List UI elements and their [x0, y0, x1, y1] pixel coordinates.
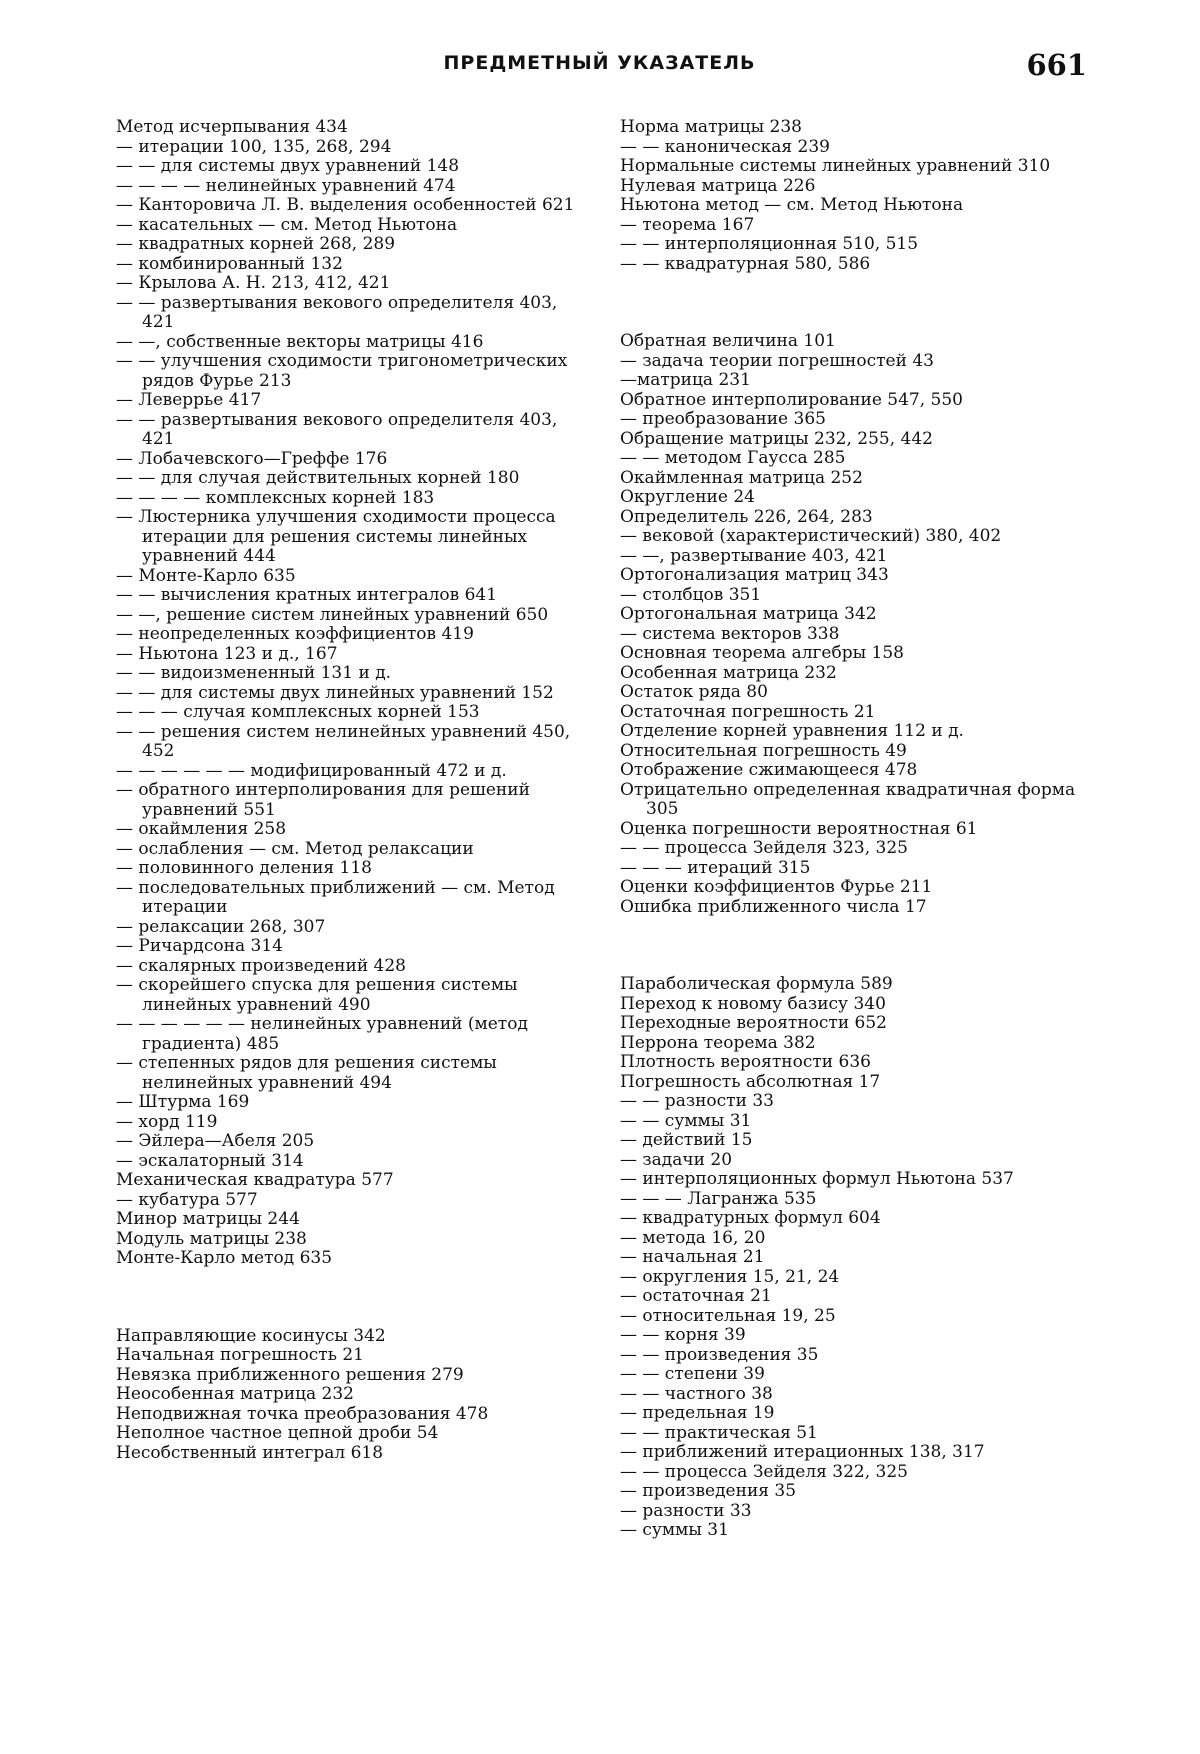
index-entry: — Леверрье 417 [116, 390, 262, 410]
index-entry: Оценки коэффициентов Фурье 211 [620, 877, 933, 897]
index-entry: — степенных рядов для решения системы нелинейных уравнений 494 [116, 1053, 497, 1093]
index-entry: — задача теории погрешностей 43 [620, 350, 934, 371]
index-entry: — итерации 100, 135, 268, 294 [116, 136, 392, 157]
index-entry: — — корня 39 [620, 1325, 746, 1345]
index-entry: — — — итераций 315 [620, 857, 811, 878]
index-entry: — — — — нелинейных уравнений 474 [116, 175, 456, 196]
index-entry: — — — Лагранжа 535 [620, 1188, 817, 1209]
index-entry: — квадратурных формул 604 [620, 1208, 881, 1228]
index-entry: — последовательных приближений — см. Метод итерации [116, 877, 555, 917]
index-entry: Нормальные системы линейных уравнений 310 [620, 156, 1051, 176]
index-entry: — — улучшения сходимости тригонометрических рядов Фурье 213 [116, 351, 568, 391]
index-entry: — остаточная 21 [620, 1286, 772, 1306]
index-column-right [620, 118, 1088, 1541]
index-entry: — —, решение систем линейных уравнений 650 [116, 604, 549, 625]
index-entry: Плотность вероятности 636 [620, 1052, 871, 1072]
index-entry: — система векторов 338 [620, 623, 840, 644]
index-entry: — — для системы двух линейных уравнений 152 [116, 682, 554, 703]
index-entry: — — — — — — нелинейных уравнений (метод градиента) 485 [116, 1014, 528, 1054]
index-entry: Обращение матрицы 232, 255, 442 [620, 428, 933, 449]
index-entry: Параболическая формула 589 [620, 974, 893, 994]
index-entry: Несобственный интеграл 618 [116, 1442, 384, 1463]
index-entry: Остаточная погрешность 21 [620, 701, 876, 722]
index-entry: Определитель 226, 264, 283 [620, 506, 873, 527]
index-entry: — — развертывания векового определителя 403, 421 [116, 292, 558, 332]
index-entry: — хорд 119 [116, 1111, 218, 1132]
index-entry: — — каноническая 239 [620, 136, 830, 157]
index-entry: — — интерполяционная 510, 515 [620, 234, 919, 254]
index-entry: Механическая квадратура 577 [116, 1170, 394, 1190]
index-entry: — — степени 39 [620, 1364, 765, 1384]
index-entry: — — — — — — модифицированный 472 и д. [116, 760, 507, 781]
index-group-n2 [620, 118, 1088, 274]
index-entry: — —, собственные векторы матрицы 416 [116, 331, 484, 352]
index-entry: — действий 15 [620, 1130, 753, 1150]
index-entry: Метод исчерпывания 434 [116, 117, 348, 137]
index-entry: — скорейшего спуска для решения системы линейных уравнений 490 [116, 975, 518, 1015]
index-entry: — — процесса Зейделя 322, 325 [620, 1461, 908, 1482]
index-entry: — Крылова А. Н. 213, 412, 421 [116, 273, 391, 293]
index-entry: — суммы 31 [620, 1520, 729, 1540]
index-entry: — релаксации 268, 307 [116, 916, 326, 937]
index-entry: — обратного интерполирования для решений уравнений 551 [116, 780, 530, 820]
index-group-p [620, 975, 1088, 1541]
index-entry: Ортогональная матрица 342 [620, 604, 877, 624]
index-entry: Неподвижная точка преобразования 478 [116, 1403, 489, 1424]
index-entry: — окаймления 258 [116, 819, 287, 839]
index-entry: Обратное интерполирование 547, 550 [620, 389, 963, 410]
index-entry: — касательных — см. Метод Ньютона [116, 214, 458, 235]
index-entry: — Лобачевского—Греффе 176 [116, 448, 388, 469]
index-entry: Нулевая матрица 226 [620, 175, 816, 196]
index-entry: Отделение корней уравнения 112 и д. [620, 721, 964, 741]
index-entry: — приближений итерационных 138, 317 [620, 1442, 985, 1462]
index-entry: Основная теорема алгебры 158 [620, 643, 904, 663]
index-column-left [116, 118, 576, 1463]
index-entry: — Люстерника улучшения сходимости процесса итерации для решения системы линейных уравнений 444 [116, 507, 556, 566]
index-entry: — —, развертывание 403, 421 [620, 545, 888, 566]
index-entry: — — разности 33 [620, 1091, 774, 1111]
index-entry: — кубатура 577 [116, 1189, 258, 1210]
index-entry: Окаймленная матрица 252 [620, 467, 863, 488]
running-title: ПРЕДМЕТНЫЙ УКАЗАТЕЛЬ [443, 52, 756, 74]
index-entry: Норма матрицы 238 [620, 117, 802, 137]
index-entry: Невязка приближенного решения 279 [116, 1364, 464, 1385]
index-entry: — Штурма 169 [116, 1092, 250, 1112]
index-entry: Остаток ряда 80 [620, 682, 768, 702]
index-entry: — начальная 21 [620, 1247, 765, 1267]
index-entry: — преобразование 365 [620, 409, 826, 429]
index-entry: — — процесса Зейделя 323, 325 [620, 838, 908, 858]
index-entry: — ослабления — см. Метод релаксации [116, 838, 474, 859]
index-entry: — метода 16, 20 [620, 1227, 766, 1248]
index-entry: — — суммы 31 [620, 1110, 752, 1131]
index-entry: — интерполяционных формул Ньютона 537 [620, 1169, 1014, 1189]
index-entry: — задачи 20 [620, 1149, 733, 1170]
index-entry: — округления 15, 21, 24 [620, 1266, 840, 1287]
index-entry: — половинного деления 118 [116, 858, 372, 878]
index-entry: Обратная величина 101 [620, 331, 836, 351]
index-entry: Неполное частное цепной дроби 54 [116, 1423, 439, 1443]
index-entry: —матрица 231 [620, 370, 751, 390]
index-entry: Погрешность абсолютная 17 [620, 1071, 881, 1092]
index-entry: — произведения 35 [620, 1481, 797, 1501]
index-entry: — — решения систем нелинейных уравнений 450, 452 [116, 721, 571, 761]
index-entry: — — произведения 35 [620, 1344, 819, 1365]
index-entry: — Ричардсона 314 [116, 936, 283, 956]
index-entry: — — методом Гаусса 285 [620, 448, 846, 468]
index-entry: Переход к новому базису 340 [620, 993, 886, 1014]
index-entry: Отображение сжимающееся 478 [620, 760, 918, 780]
index-group-o [620, 332, 1088, 917]
index-entry: Перрона теорема 382 [620, 1032, 816, 1053]
index-entry: — — квадратурная 580, 586 [620, 253, 871, 274]
index-entry: — — для случая действительных корней 180 [116, 468, 520, 488]
index-entry: — Монте-Карло 635 [116, 565, 296, 586]
index-entry: — — практическая 51 [620, 1422, 818, 1443]
index-entry: Оценка погрешности вероятностная 61 [620, 818, 978, 839]
index-entry: — — — — комплексных корней 183 [116, 487, 435, 508]
index-entry: Начальная погрешность 21 [116, 1345, 364, 1365]
index-entry: Ошибка приближенного числа 17 [620, 896, 927, 917]
page-number: 661 [1026, 48, 1087, 82]
index-entry: Неособенная матрица 232 [116, 1384, 354, 1404]
index-entry: — скалярных произведений 428 [116, 955, 406, 976]
index-entry: — Канторовича Л. В. выделения особенностей 621 [116, 195, 575, 215]
index-entry: — относительная 19, 25 [620, 1305, 836, 1326]
index-entry: Ньютона метод — см. Метод Ньютона [620, 195, 964, 215]
index-entry: — — — случая комплексных корней 153 [116, 702, 480, 722]
index-entry: — Эйлера—Абеля 205 [116, 1131, 315, 1151]
index-entry: Округление 24 [620, 487, 755, 507]
index-entry: — — вычисления кратных интегралов 641 [116, 585, 498, 605]
index-entry: Модуль матрицы 238 [116, 1228, 307, 1249]
index-group-n [116, 1327, 576, 1464]
index-entry: — разности 33 [620, 1500, 752, 1521]
index-entry: — предельная 19 [620, 1403, 775, 1423]
index-entry: Переходные вероятности 652 [620, 1013, 887, 1033]
index-entry: Отрицательно определенная квадратичная форма 305 [620, 779, 1076, 819]
index-entry: — Ньютона 123 и д., 167 [116, 643, 338, 664]
page-header [112, 48, 1087, 88]
index-entry: Ортогонализация матриц 343 [620, 565, 889, 585]
index-entry: Минор матрицы 244 [116, 1209, 300, 1229]
index-entry: — комбинированный 132 [116, 253, 343, 274]
index-entry: — — развертывания векового определителя 403, 421 [116, 409, 558, 449]
index-entry: — вековой (характеристический) 380, 402 [620, 526, 1002, 546]
index-entry: Относительная погрешность 49 [620, 740, 907, 761]
index-entry: Особенная матрица 232 [620, 662, 837, 683]
index-group-m [116, 118, 576, 1269]
index-entry: Монте-Карло метод 635 [116, 1248, 333, 1268]
index-entry: Направляющие косинусы 342 [116, 1325, 386, 1346]
index-entry: — неопределенных коэффициентов 419 [116, 624, 474, 644]
index-entry: — теорема 167 [620, 214, 755, 235]
index-entry: — столбцов 351 [620, 584, 762, 605]
index-entry: — — для системы двух уравнений 148 [116, 156, 460, 176]
index-entry: — — видоизмененный 131 и д. [116, 663, 392, 683]
index-entry: — эскалаторный 314 [116, 1150, 304, 1171]
index-entry: — — частного 38 [620, 1383, 773, 1404]
index-entry: — квадратных корней 268, 289 [116, 234, 396, 254]
